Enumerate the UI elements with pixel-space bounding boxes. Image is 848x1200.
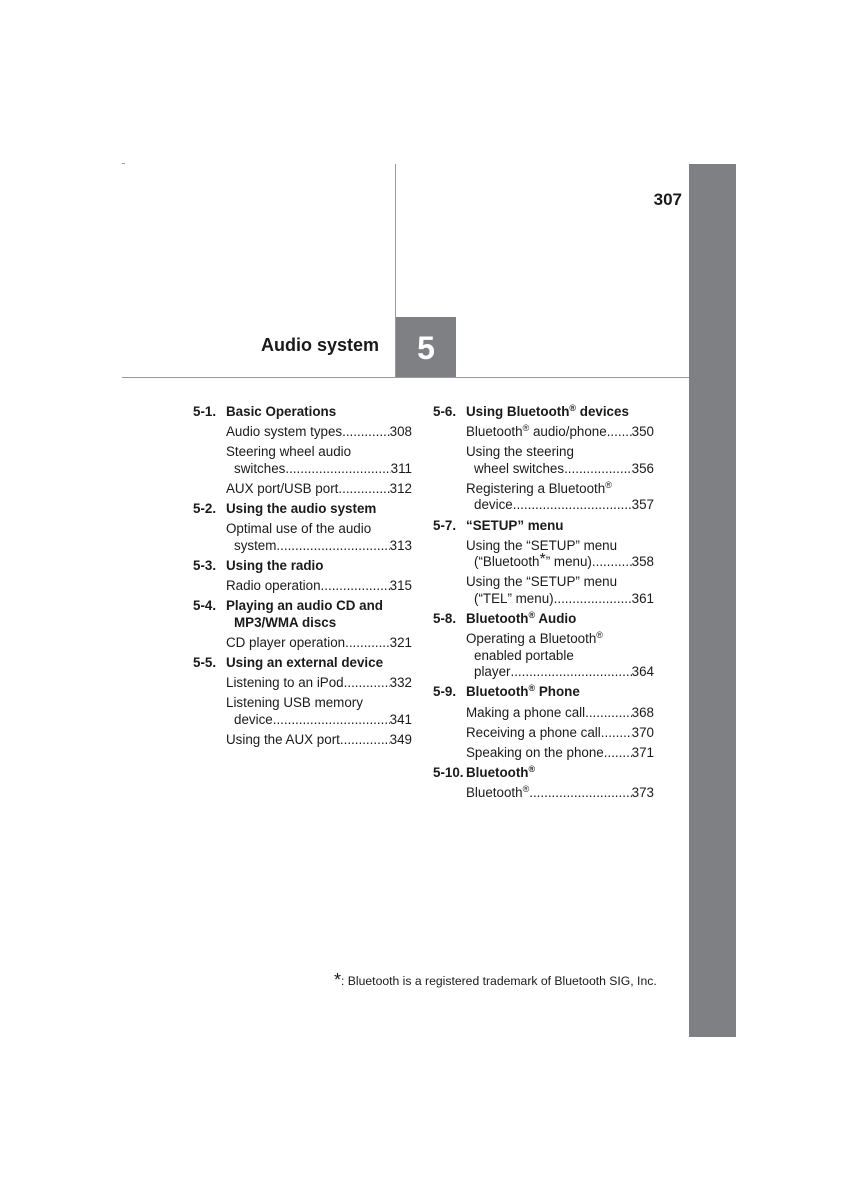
dot-leader [344,675,390,692]
entry-title-text: (“Bluetooth [474,554,540,570]
entry-title-text: Registering a Bluetooth [466,480,606,496]
toc-entry[interactable] [433,785,654,802]
entry-page: 361 [631,590,654,606]
dot-leader [340,732,390,749]
entry-title-cont: wheel switches [474,460,565,476]
section-number: 5-2. [193,500,217,516]
toc-entry[interactable] [193,695,412,728]
toc-entry[interactable] [193,578,412,595]
toc-entry[interactable] [433,424,654,441]
entry-page: 312 [389,480,412,496]
toc-entry[interactable] [193,635,412,652]
entry-title: Radio operation [226,577,321,593]
asterisk-mark: * [539,551,546,569]
toc-entry[interactable] [433,745,654,762]
entry-title-text: Bluetooth [466,424,523,440]
dot-leader [513,497,632,514]
entry-title: Speaking on the phone [466,744,604,760]
entry-title: CD player operation [226,634,346,650]
section-title-text: Phone [535,684,580,700]
registered-mark: ® [522,423,530,434]
entry-page: 364 [631,664,654,680]
toc-section-5-4[interactable] [193,598,412,631]
dot-leader [321,578,390,595]
section-number: 5-10. [433,764,464,780]
section-number: 5-4. [193,597,217,613]
section-title: “SETUP” menu [466,517,564,533]
dot-leader [338,481,389,498]
entry-page: 357 [631,497,654,513]
section-title-text: Using Bluetooth [466,404,570,419]
section-number: 5-7. [433,517,457,533]
toc-entry[interactable] [193,521,412,554]
toc-section-5-7[interactable] [433,518,654,535]
entry-title-cont: device [234,711,273,727]
toc-entry[interactable] [433,631,654,681]
entry-title-cont: system [234,537,277,553]
registered-mark: ® [596,630,603,641]
toc-section-5-8[interactable] [433,611,654,628]
dot-leader [285,461,390,478]
entry-title: Using the “SETUP” menu [466,537,618,553]
toc-section-5-9[interactable] [433,684,654,701]
toc-entry[interactable] [433,574,654,607]
dot-leader [604,745,632,762]
section-title: Playing an audio CD and [226,597,383,613]
entry-title: Steering wheel audio [226,444,352,460]
dot-leader [342,424,390,441]
section-title: Using the radio [226,557,324,573]
section-number: 5-9. [433,684,457,700]
toc-entry[interactable] [433,538,654,571]
toc-entry[interactable] [193,424,412,441]
toc-section-5-6[interactable] [433,404,654,421]
section-title-cont: MP3/WMA discs [234,614,337,630]
entry-title: AUX port/USB port [226,480,339,496]
toc-entry[interactable] [193,675,412,692]
toc-section-5-10[interactable] [433,765,654,782]
entry-title-cont: (“TEL” menu) [474,590,554,606]
entry-page: 368 [631,704,654,720]
registered-mark: ® [528,610,536,621]
entry-title-text: ” menu) [545,554,592,570]
chapter-number-box: 5 [396,317,456,377]
section-number: 5-8. [433,611,457,627]
dot-leader [564,461,632,478]
entry-title: Listening to an iPod [226,674,344,690]
footnote-text: : Bluetooth is a registered trademark of Bluetooth SIG, Inc. [341,974,657,988]
section-title [466,765,654,782]
dot-leader [529,785,631,802]
entry-title [466,424,607,441]
section-number: 5-6. [433,404,457,419]
corner-tick [122,163,125,164]
entry-title-cont: device [474,497,513,513]
section-title: Basic Operations [226,404,337,419]
dot-leader [607,424,632,441]
registered-mark: ® [528,763,536,774]
entry-title-cont: switches [234,460,286,476]
asterisk-mark: * [334,970,342,990]
dot-leader [585,705,632,722]
entry-title [466,631,654,648]
dot-leader [592,554,632,571]
entry-title: Using the AUX port [226,731,340,747]
section-number: 5-1. [193,404,217,419]
chapter-title: Audio system [260,335,379,355]
toc-entry[interactable] [433,481,654,514]
entry-title-cont [474,551,592,571]
section-title [466,611,654,628]
entry-page: 356 [631,460,654,476]
entry-page: 370 [631,724,654,740]
entry-title: Making a phone call [466,704,586,720]
section-number: 5-3. [193,557,217,573]
registered-mark: ® [605,479,612,490]
entry-title-text: Operating a Bluetooth [466,631,597,647]
dot-leader [276,538,389,555]
entry-title: Audio system types [226,424,343,440]
section-title [466,684,654,701]
dot-leader [554,591,632,608]
entry-page: 341 [389,711,412,727]
entry-title-text: audio/phone [529,424,607,440]
entry-title: Optimal use of the audio [226,521,372,537]
entry-page: 371 [631,744,654,760]
registered-mark: ® [569,403,577,413]
dot-leader [601,725,632,742]
entry-title-cont: enabled portable [474,647,574,663]
toc-right-column [433,404,654,805]
entry-page: 373 [631,784,654,800]
toc-entry[interactable] [193,481,412,498]
dot-leader [345,635,390,652]
horizontal-rule [122,377,690,378]
entry-page: 332 [389,674,412,690]
section-title-text: Audio [535,611,577,627]
entry-title: Receiving a phone call [466,724,601,740]
toc-section-5-2[interactable] [193,501,412,518]
entry-page: 315 [389,577,412,593]
toc-section-5-3[interactable] [193,558,412,575]
section-title-text: Bluetooth [466,684,529,700]
dot-leader [510,664,631,681]
entry-page: 313 [389,537,412,553]
entry-title-cont: player [474,664,511,680]
toc-entry[interactable] [433,705,654,722]
trademark-footnote [334,970,656,991]
section-title-text: Bluetooth [466,764,529,780]
entry-title [466,481,654,498]
section-title: Using the audio system [226,500,377,516]
entry-page: 308 [389,424,412,440]
entry-page: 311 [390,460,412,476]
toc-entry[interactable] [193,732,412,749]
chapter-thumb-tab [689,164,736,1037]
section-title: Using an external device [226,654,384,670]
toc-entry[interactable] [433,444,654,477]
section-title [466,404,654,421]
entry-title: Using the “SETUP” menu [466,574,618,590]
toc-section-5-1[interactable] [193,404,412,421]
entry-page: 358 [631,554,654,570]
toc-section-5-5[interactable] [193,655,412,672]
entry-title-text: Bluetooth [466,784,523,800]
registered-mark: ® [522,783,530,794]
entry-page: 349 [389,731,412,747]
toc-entry[interactable] [433,725,654,742]
entry-title [466,785,529,802]
entry-page: 350 [631,424,654,440]
toc-entry[interactable] [193,444,412,477]
page-number: 307 [653,190,682,209]
registered-mark: ® [528,683,536,694]
dot-leader [273,712,390,729]
section-number: 5-5. [193,654,217,670]
toc-left-column [193,404,412,752]
section-title-text: Bluetooth [466,611,529,627]
entry-title: Using the steering [466,444,574,460]
entry-page: 321 [389,634,412,650]
entry-title: Listening USB memory [226,694,363,710]
section-title-text: devices [576,404,629,419]
